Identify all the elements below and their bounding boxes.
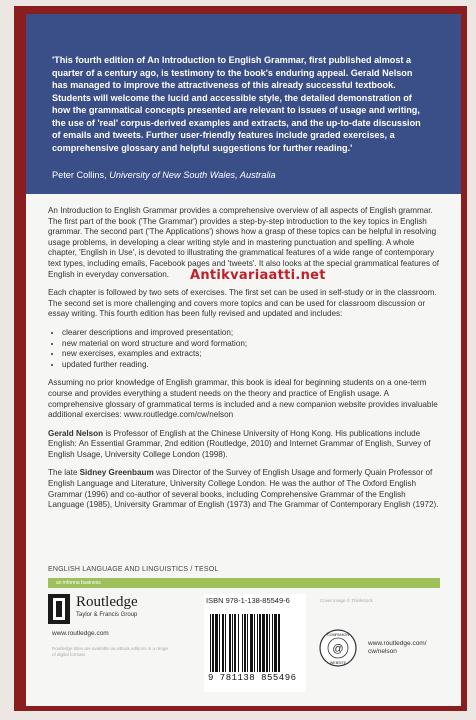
- quote-line: how the grammatical concepts presented are relevant to issues of usage and writing,: [52, 105, 420, 115]
- svg-text:COMPANION: COMPANION: [327, 633, 349, 637]
- publisher-group: Taylor & Francis Group: [76, 612, 138, 618]
- greenbaum-bio: [48, 468, 440, 510]
- companion-website-url: [368, 640, 427, 656]
- accent-bar-text: an informa business: [56, 580, 101, 586]
- feature-list-item: • new exercises, examples and extracts;: [62, 349, 440, 360]
- publisher-accent-bar: [48, 578, 440, 588]
- watermark: Antikvariaatti.net: [190, 268, 326, 283]
- quote-line: 'This fourth edition of An Introduction to English Grammar, first published almost a: [52, 55, 412, 65]
- publisher-url: www.routledge.com: [52, 630, 109, 637]
- svg-text:WEBSITE: WEBSITE: [329, 661, 347, 665]
- quote-line: the use of 'real' corpus-derived examples and extracts, and the up-to-date discussion: [52, 117, 421, 128]
- feature-list-item: • updated further reading.: [62, 360, 440, 371]
- companion-website-badge-icon: [318, 628, 358, 668]
- web-url-line: cw/nelson: [368, 648, 397, 655]
- quote-line: comprehensive glossary and helpful suggestions for further reading.': [52, 142, 353, 153]
- intro-paragraph: An Introduction to English Grammar provides a comprehensive overview of all aspects of English grammar. The first part of the book ('The Grammar') provides a step-by-step introduction to the key topics in English grammar. The second part ('The Applications') shows how a grasp of these topics can be helpful in resolving usage problems, in developing a clear writing style and in mastering punctuation and spelling. A whole chapter, 'English in Use', is devoted to illustrating the grammatical features of a wide range of contemporary text types, including emails, Facebook pages and 'tweets'. It also looks at the special grammatical features of English in everyday conversation.: [48, 206, 440, 279]
- audience-paragraph: Assuming no prior knowledge of English grammar, this book is ideal for beginning students on a one-term course and provides everything a student needs on the theory and practice of English usage. A comprehensive glossary of grammatical terms is included and a new companion website provides invaluable additional exercises: www.routledge.com/cw/nelson: [48, 378, 438, 420]
- quote-line: quarter of a century ago, is testimony to the book's enduring appeal. Gerald Nelson: [52, 67, 413, 78]
- ebook-note: Routledge titles are available as eBook editions in a range of digital formats: [52, 646, 168, 657]
- nelson-bio: [48, 429, 440, 461]
- greenbaum-bio-text: was Director of the Survey of English Usage and formerly Quain Professor of English Language and Literature, University College London. He was the author of The Oxford English Grammar (1996) and co-author of several books, including Comprehensive Grammar of the English Language (1985), University Grammar of English (1973) and The Grammar of Contemporary English (1972).: [48, 468, 439, 510]
- feature-list: [48, 328, 440, 370]
- review-quote-panel: [26, 14, 461, 194]
- feature-list-item: • clearer descriptions and improved presentation;: [62, 328, 440, 339]
- quote-line: Students will welcome the lucid and accessible style, the detailed demonstration of: [52, 92, 412, 103]
- barcode-number: 9 781138 855496: [208, 673, 297, 683]
- blurb-body: [48, 206, 440, 519]
- exercises-paragraph: Each chapter is followed by two sets of exercises. The first set can be used in self-study or in the classroom. The second set is more challenging and covers more topics and can be used for classroom discussion or essay writing. This fourth edition has been fully revised and updated and includes:: [48, 288, 437, 319]
- web-url-line: www.routledge.com/: [368, 640, 427, 647]
- isbn-barcode-box: [204, 594, 306, 692]
- quote-author-affiliation: University of New South Wales, Australia: [109, 170, 276, 180]
- nelson-name: Gerald Nelson: [48, 428, 104, 438]
- publisher-block: [48, 594, 208, 684]
- quote-line: of emails and tweets. Further user-friendly features include graded exercises, a: [52, 130, 395, 140]
- quote-line: has managed to improve the attractiveness of this already successful textbook.: [52, 80, 396, 90]
- barcode-icon: [208, 614, 302, 672]
- cover-image-credit: Cover image © Thinkstock: [320, 598, 373, 603]
- publisher-name: Routledge: [76, 594, 138, 610]
- svg-text:@: @: [332, 643, 344, 655]
- feature-list-item: • new material on word structure and word formation;: [62, 339, 440, 350]
- subject-category: ENGLISH LANGUAGE AND LINGUISTICS / TESOL: [48, 566, 219, 573]
- quote-author-name: Peter Collins,: [52, 170, 110, 180]
- greenbaum-prefix: The late: [48, 468, 80, 478]
- greenbaum-name: Sidney Greenbaum: [79, 468, 154, 478]
- review-quote: [52, 54, 442, 154]
- routledge-logo-icon: [48, 594, 70, 624]
- book-back-cover: [26, 14, 461, 706]
- quote-attribution: [52, 169, 442, 181]
- nelson-bio-text: is Professor of English at the Chinese University of Hong Kong. His publications include English: An Essential Grammar, 2nd edition (Routledge, 2010) and Internet Grammar of English, Survey of English Usage, University College London (1998).: [48, 428, 431, 459]
- isbn-label: ISBN 978-1-138-85549-6: [206, 596, 290, 605]
